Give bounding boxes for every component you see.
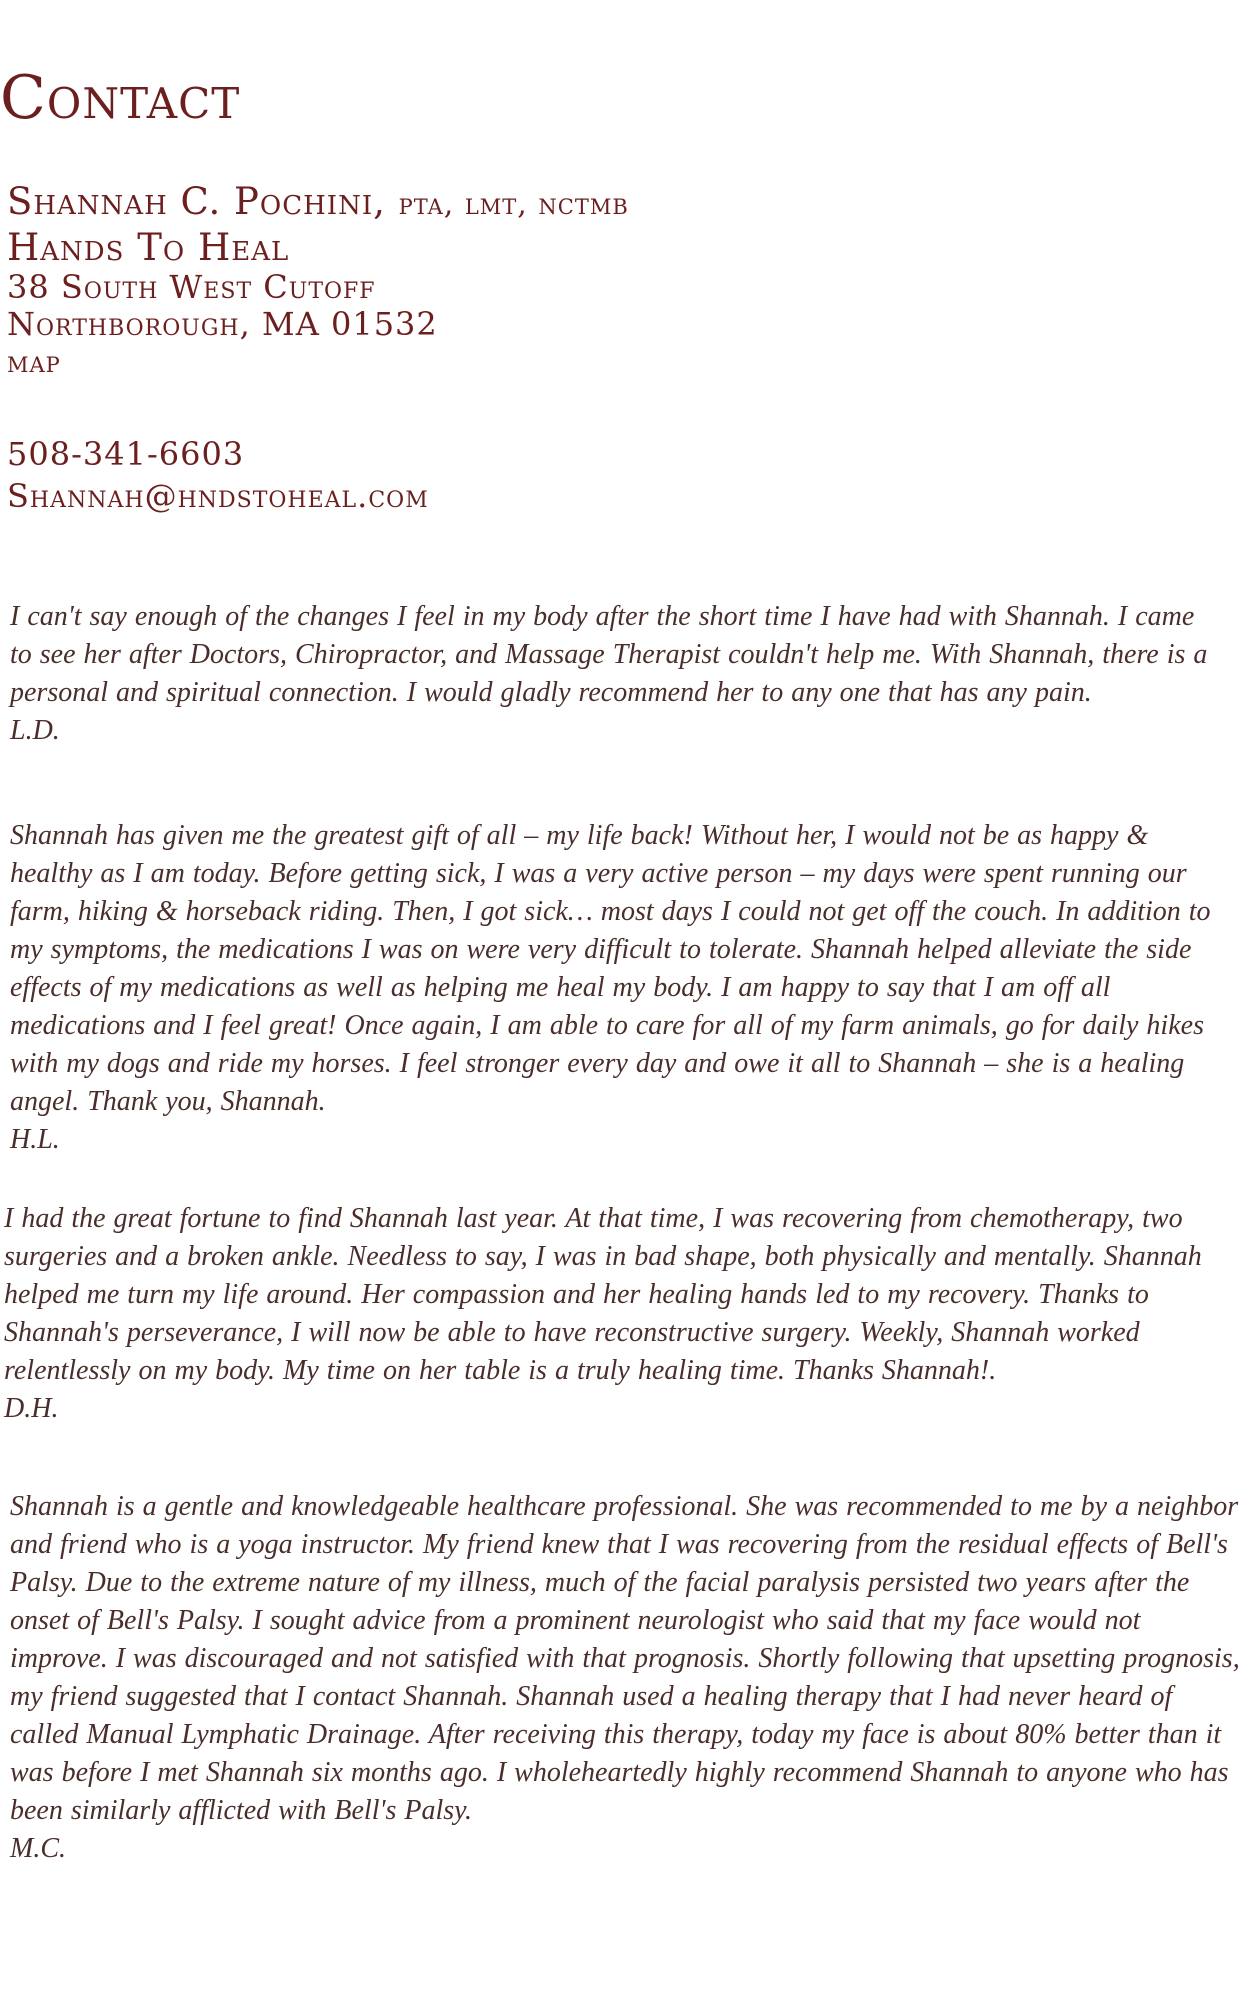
- address-street: 38 South West Cutoff: [7, 268, 376, 306]
- testimonial: [10, 817, 1225, 1159]
- contact-block: [7, 180, 629, 517]
- address-city: Northborough, MA 01532: [7, 305, 438, 343]
- testimonial-text: Shannah has given me the greatest gift of all – my life back! Without her, I would not be as happy & healthy as I am today. Before getting sick, I was a very active person – my days were spent running our farm, hiking & horseback riding. Then, I got sick… most days I could not get off the couch. In addition to my symptoms, the medications I was on were very difficult to tolerate. Shannah helped alleviate the side effects of my medications as well as helping me heal my body. I am happy to say that I am off all medications and I feel great! Once again, I am able to care for all of my farm animals, go for daily hikes with my dogs and ride my horses. I feel stronger every day and owe it all to Shannah – she is a healing angel. Thank you, Shannah.: [10, 820, 1211, 1117]
- testimonial-signature: D.H.: [4, 1393, 59, 1424]
- testimonial: [10, 1488, 1245, 1868]
- business-name: Hands To Heal: [7, 226, 290, 269]
- testimonial-signature: H.L.: [10, 1124, 60, 1155]
- testimonial: [4, 1200, 1244, 1428]
- map-link[interactable]: map: [7, 345, 61, 380]
- practitioner-name: Shannah C. Pochini,: [7, 180, 386, 223]
- testimonial-text: I can't say enough of the changes I feel in my body after the short time I have had with Shannah. I came to see her after Doctors, Chiropractor, and Massage Therapist couldn't help me. With Shannah, there is a personal and spiritual connection. I would gladly recommend her to any one that has any pain.: [10, 601, 1208, 708]
- testimonial: [10, 598, 1210, 750]
- testimonial-text: I had the great fortune to find Shannah last year. At that time, I was recovering from chemotherapy, two surgeries and a broken ankle. Needless to say, I was in bad shape, both physically and mentally. Shannah helped me turn my life around. Her compassion and her healing hands led to my recovery. Thanks to Shannah's perseverance, I will now be able to have reconstructive surgery. Weekly, Shannah worked relentlessly on my body. My time on her table is a truly healing time. Thanks Shannah!.: [4, 1203, 1202, 1386]
- testimonial-text: Shannah is a gentle and knowledgeable healthcare professional. She was recommended to me by a neighbor and friend who is a yoga instructor. My friend knew that I was recovering from the residual effects of Bell's Palsy. Due to the extreme nature of my illness, much of the facial paralysis persisted two years after the onset of Bell's Palsy. I sought advice from a prominent neurologist who said that my face would not improve. I was discouraged and not satisfied with that prognosis. Shortly following that upsetting prognosis, my friend suggested that I contact Shannah. Shannah used a healing therapy that I had never heard of called Manual Lymphatic Drainage. After receiving this therapy, today my face is about 80% better than it was before I met Shannah six months ago. I wholeheartedly highly recommend Shannah to anyone who has been similarly afflicted with Bell's Palsy.: [10, 1491, 1240, 1826]
- practitioner-credentials: pta, lmt, nctmb: [398, 187, 629, 222]
- testimonial-signature: L.D.: [10, 715, 60, 746]
- email-link[interactable]: Shannah@hndstoheal.com: [7, 477, 429, 515]
- testimonial-signature: M.C.: [10, 1833, 66, 1864]
- practitioner-name-line: [7, 180, 629, 227]
- page-title: Contact: [0, 63, 241, 133]
- phone-number: 508-341-6603: [7, 435, 245, 473]
